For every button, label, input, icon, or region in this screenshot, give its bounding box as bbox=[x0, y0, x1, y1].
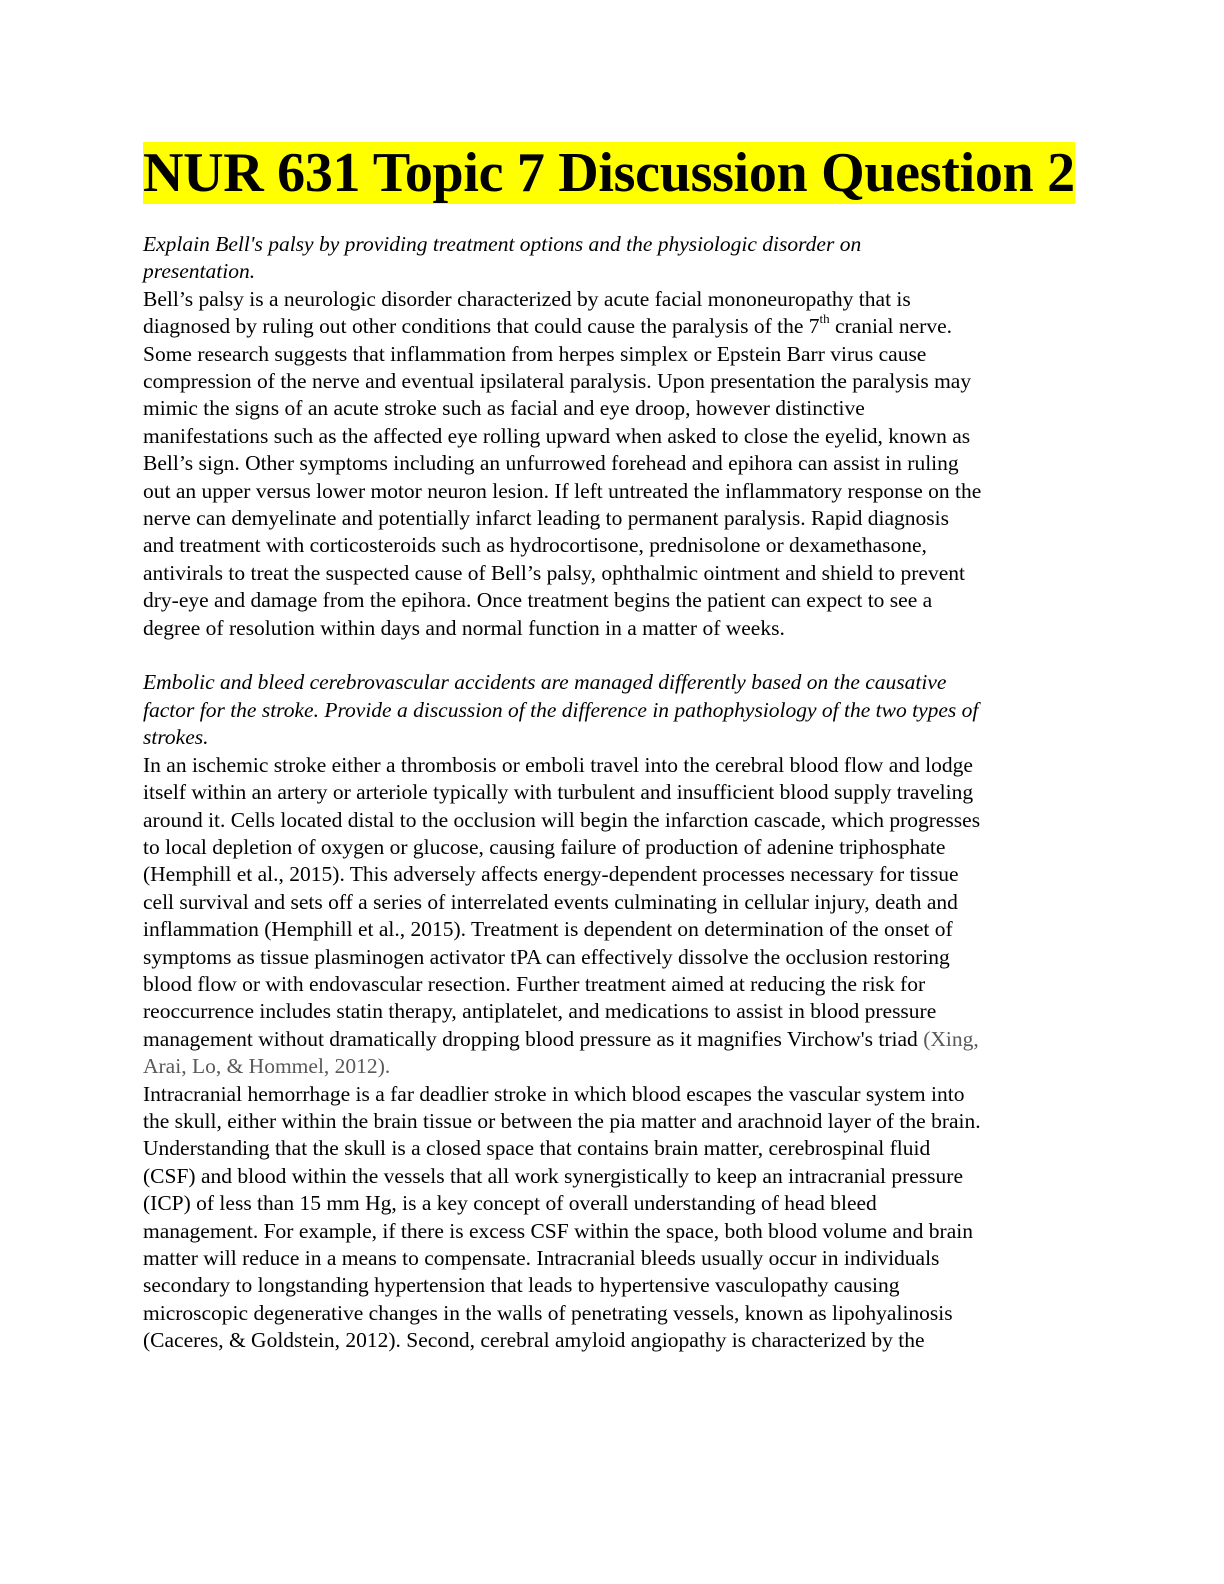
question-1-line: presentation. bbox=[143, 259, 256, 284]
answer-1-line: antivirals to treat the suspected cause of Bell’s palsy, ophthalmic ointment and shield to prevent bbox=[143, 560, 965, 585]
ordinal-superscript: th bbox=[819, 311, 830, 327]
answer-1-line: Bell’s sign. Other symptoms including an unfurrowed forehead and epihora can assist in ruling bbox=[143, 451, 959, 476]
answer-1-line: compression of the nerve and eventual ipsilateral paralysis. Upon presentation the paralysis may bbox=[143, 369, 972, 394]
answer-2a-line: reoccurrence includes statin therapy, antiplatelet, and medications to assist in blood pressure bbox=[143, 999, 937, 1024]
citation-end: ). bbox=[377, 1054, 391, 1079]
answer-2a-line: cell survival and sets off a series of interrelated events culminating in cellular injury, death and bbox=[143, 889, 958, 914]
answer-2b-line: Understanding that the skull is a closed space that contains brain matter, cerebrospinal fluid bbox=[143, 1136, 931, 1161]
answer-2a-line bbox=[143, 1026, 1078, 1053]
question-2 bbox=[143, 669, 1078, 751]
question-1 bbox=[143, 231, 1078, 286]
answer-2a-line: In an ischemic stroke either a thrombosis or emboli travel into the cerebral blood flow and lodge bbox=[143, 752, 973, 777]
question-2-line: Embolic and bleed cerebrovascular accidents are managed differently based on the causative bbox=[143, 670, 947, 695]
paragraph-gap bbox=[143, 642, 1078, 669]
question-2-line: factor for the stroke. Provide a discussion of the difference in pathophysiology of the two types of bbox=[143, 697, 979, 722]
answer-1-line: nerve can demyelinate and potentially infarct leading to permanent paralysis. Rapid diagnosis bbox=[143, 506, 949, 531]
citation: Arai, Lo, & Hommel, 2012 bbox=[143, 1054, 378, 1079]
answer-2b-line: the skull, either within the brain tissue or between the pia matter and arachnoid layer of the brain. bbox=[143, 1108, 981, 1133]
answer-1-text: cranial nerve. bbox=[829, 314, 952, 339]
answer-2a-line: inflammation (Hemphill et al., 2015). Treatment is dependent on determination of the onset of bbox=[143, 917, 953, 942]
question-2-line: strokes. bbox=[143, 725, 209, 750]
answer-1-line: degree of resolution within days and normal function in a matter of weeks. bbox=[143, 615, 785, 640]
answer-2-hemorrhagic bbox=[143, 1081, 1078, 1355]
answer-1-line: Bell’s palsy is a neurologic disorder characterized by acute facial mononeuropathy that is bbox=[143, 286, 911, 311]
answer-2a-line bbox=[143, 1053, 1078, 1080]
answer-2b-line: (Caceres, & Goldstein, 2012). Second, cerebral amyloid angiopathy is characterized by the bbox=[143, 1328, 925, 1353]
answer-2a-text: management without dramatically dropping blood pressure as it magnifies Virchow's triad bbox=[143, 1026, 924, 1051]
answer-1-line: mimic the signs of an acute stroke such as facial and eye droop, however distinctive bbox=[143, 396, 865, 421]
answer-2a-line: (Hemphill et al., 2015). This adversely affects energy-dependent processes necessary for tissue bbox=[143, 862, 959, 887]
answer-2b-line: (ICP) of less than 15 mm Hg, is a key concept of overall understanding of head bleed bbox=[143, 1191, 877, 1216]
answer-2b-line: secondary to longstanding hypertension that leads to hypertensive vasculopathy causing bbox=[143, 1273, 900, 1298]
answer-1-line: out an upper versus lower motor neuron lesion. If left untreated the inflammatory response on the bbox=[143, 478, 982, 503]
document-body bbox=[143, 141, 1078, 1355]
answer-2b-line: Intracranial hemorrhage is a far deadlier stroke in which blood escapes the vascular system into bbox=[143, 1081, 965, 1106]
title-spacer bbox=[143, 205, 1078, 231]
answer-1-line: dry-eye and damage from the epihora. Once treatment begins the patient can expect to see a bbox=[143, 588, 933, 613]
answer-1 bbox=[143, 286, 1078, 642]
answer-2b-line: microscopic degenerative changes in the walls of penetrating vessels, known as lipohyalinosis bbox=[143, 1300, 953, 1325]
answer-1-line: manifestations such as the affected eye rolling upward when asked to close the eyelid, known as bbox=[143, 423, 971, 448]
citation: (Xing, bbox=[923, 1026, 979, 1051]
answer-2b-line: matter will reduce in a means to compensate. Intracranial bleeds usually occur in individuals bbox=[143, 1246, 940, 1271]
answer-2b-line: (CSF) and blood within the vessels that all work synergistically to keep an intracranial pressure bbox=[143, 1163, 964, 1188]
answer-2a-line: around it. Cells located distal to the occlusion will begin the infarction cascade, which progresses bbox=[143, 807, 981, 832]
question-1-line: Explain Bell's palsy by providing treatment options and the physiologic disorder on bbox=[143, 232, 862, 256]
answer-2-ischemic bbox=[143, 752, 1078, 1081]
answer-2a-line: symptoms as tissue plasminogen activator tPA can effectively dissolve the occlusion restoring bbox=[143, 944, 950, 969]
answer-2a-line: blood flow or with endovascular resection. Further treatment aimed at reducing the risk for bbox=[143, 971, 926, 996]
answer-1-line bbox=[143, 313, 1078, 340]
answer-1-text: diagnosed by ruling out other conditions that could cause the paralysis of the 7 bbox=[143, 314, 820, 339]
answer-1-line: and treatment with corticosteroids such as hydrocortisone, prednisolone or dexamethasone, bbox=[143, 533, 927, 558]
answer-1-line: Some research suggests that inflammation from herpes simplex or Epstein Barr virus cause bbox=[143, 341, 927, 366]
answer-2a-line: to local depletion of oxygen or glucose, causing failure of production of adenine triphosphate bbox=[143, 834, 946, 859]
title-highlight: NUR 631 Topic 7 Discussion Question 2 bbox=[143, 142, 1075, 204]
page-title bbox=[143, 141, 1078, 205]
answer-2a-line: itself within an artery or arteriole typically with turbulent and insufficient blood supply traveling bbox=[143, 780, 974, 805]
answer-2b-line: management. For example, if there is excess CSF within the space, both blood volume and brain bbox=[143, 1218, 973, 1243]
